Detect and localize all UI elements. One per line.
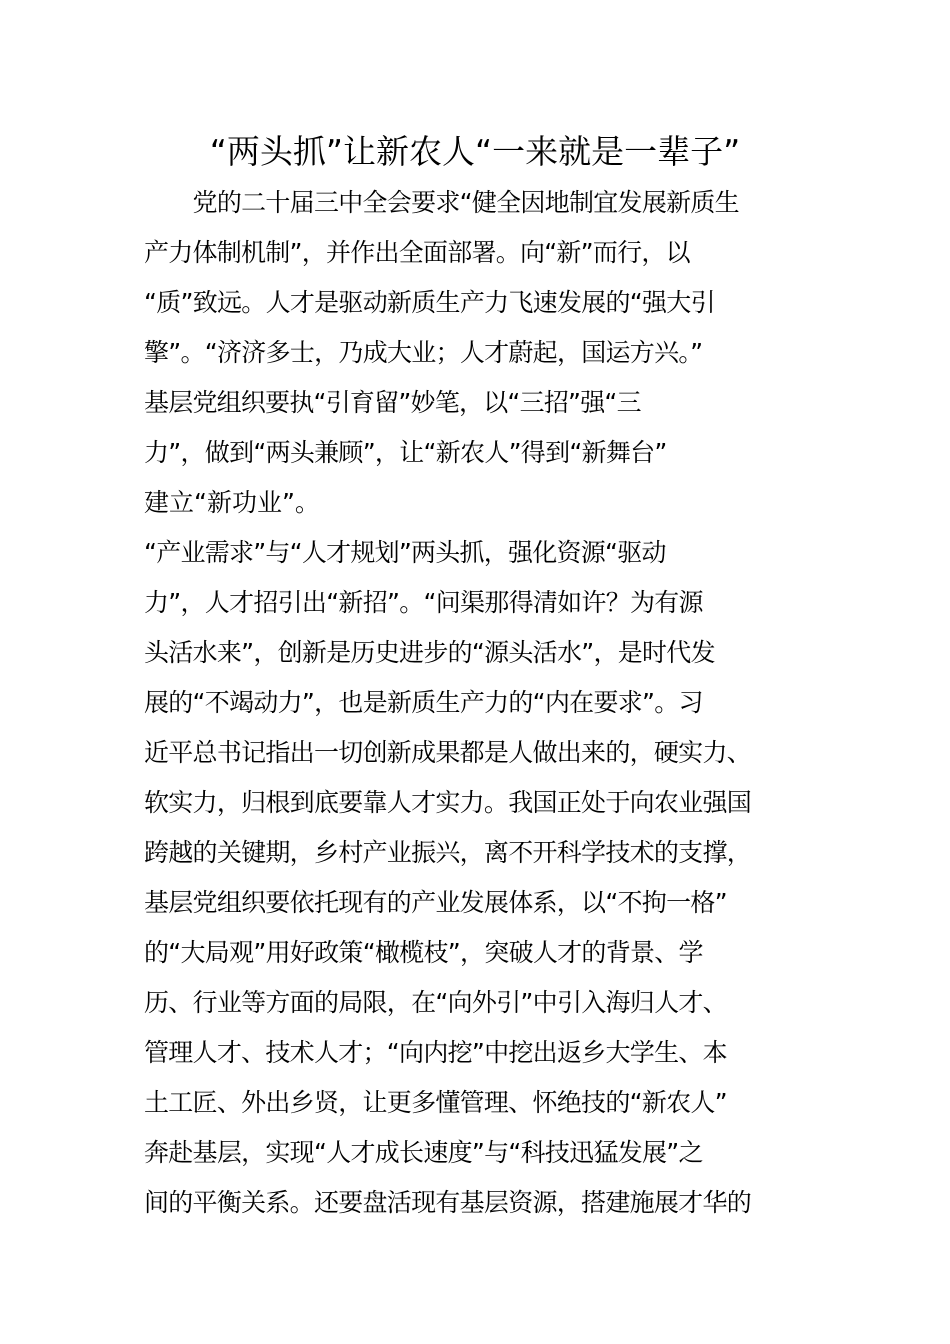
text-line: 基层党组织要依托现有的产业发展体系，以“不拘一格” [144, 888, 727, 917]
text-line: 头活水来”，创新是历史进步的“源头活水”，是时代发 [144, 638, 715, 667]
text-line: 擎”。“济济多士，乃成大业；人才蔚起，国运方兴。” [144, 338, 703, 367]
text-line: 力”，做到“两头兼顾”，让“新农人”得到“新舞台” [144, 438, 667, 467]
text-line: 产力体制机制”，并作出全面部署。向“新”而行，以 [144, 238, 690, 267]
text-line: 软实力，归根到底要靠人才实力。我国正处于向农业强国 [144, 788, 752, 817]
text-line: 管理人才、技术人才；“向内挖”中挖出返乡大学生、本 [144, 1038, 727, 1067]
text-line: 近平总书记指出一切创新成果都是人做出来的，硬实力、 [144, 738, 752, 767]
text-line: “产业需求”与“人才规划”两头抓，强化资源“驱动 [144, 538, 666, 567]
text-line: 土工匠、外出乡贤，让更多懂管理、怀绝技的“新农人” [144, 1088, 727, 1117]
text-line: “质”致远。人才是驱动新质生产力飞速发展的“强大引 [144, 288, 715, 317]
text-line: 建立“新功业”。 [144, 488, 320, 517]
document-body [144, 178, 824, 1228]
text-line: 历、行业等方面的局限，在“向外引”中引入海归人才、 [144, 988, 727, 1017]
text-line: 力”，人才招引出“新招”。“问渠那得清如许？为有源 [144, 588, 703, 617]
text-line: 奔赴基层，实现“人才成长速度”与“科技迅猛发展”之 [144, 1138, 703, 1167]
text-line: 间的平衡关系。还要盘活现有基层资源，搭建施展才华的 [144, 1188, 752, 1217]
text-line: 跨越的关键期，乡村产业振兴，离不开科学技术的支撑， [144, 838, 752, 867]
text-line: 基层党组织要执“引育留”妙笔，以“三招”强“三 [144, 388, 641, 417]
text-line: 的“大局观”用好政策“橄榄枝”，突破人才的背景、学 [144, 938, 703, 967]
text-line: 展的“不竭动力”，也是新质生产力的“内在要求”。习 [144, 688, 703, 717]
document-title: “两头抓”让新农人“一来就是一辈子” [209, 132, 741, 171]
text-line: 党的二十届三中全会要求“健全因地制宜发展新质生 [144, 188, 739, 217]
